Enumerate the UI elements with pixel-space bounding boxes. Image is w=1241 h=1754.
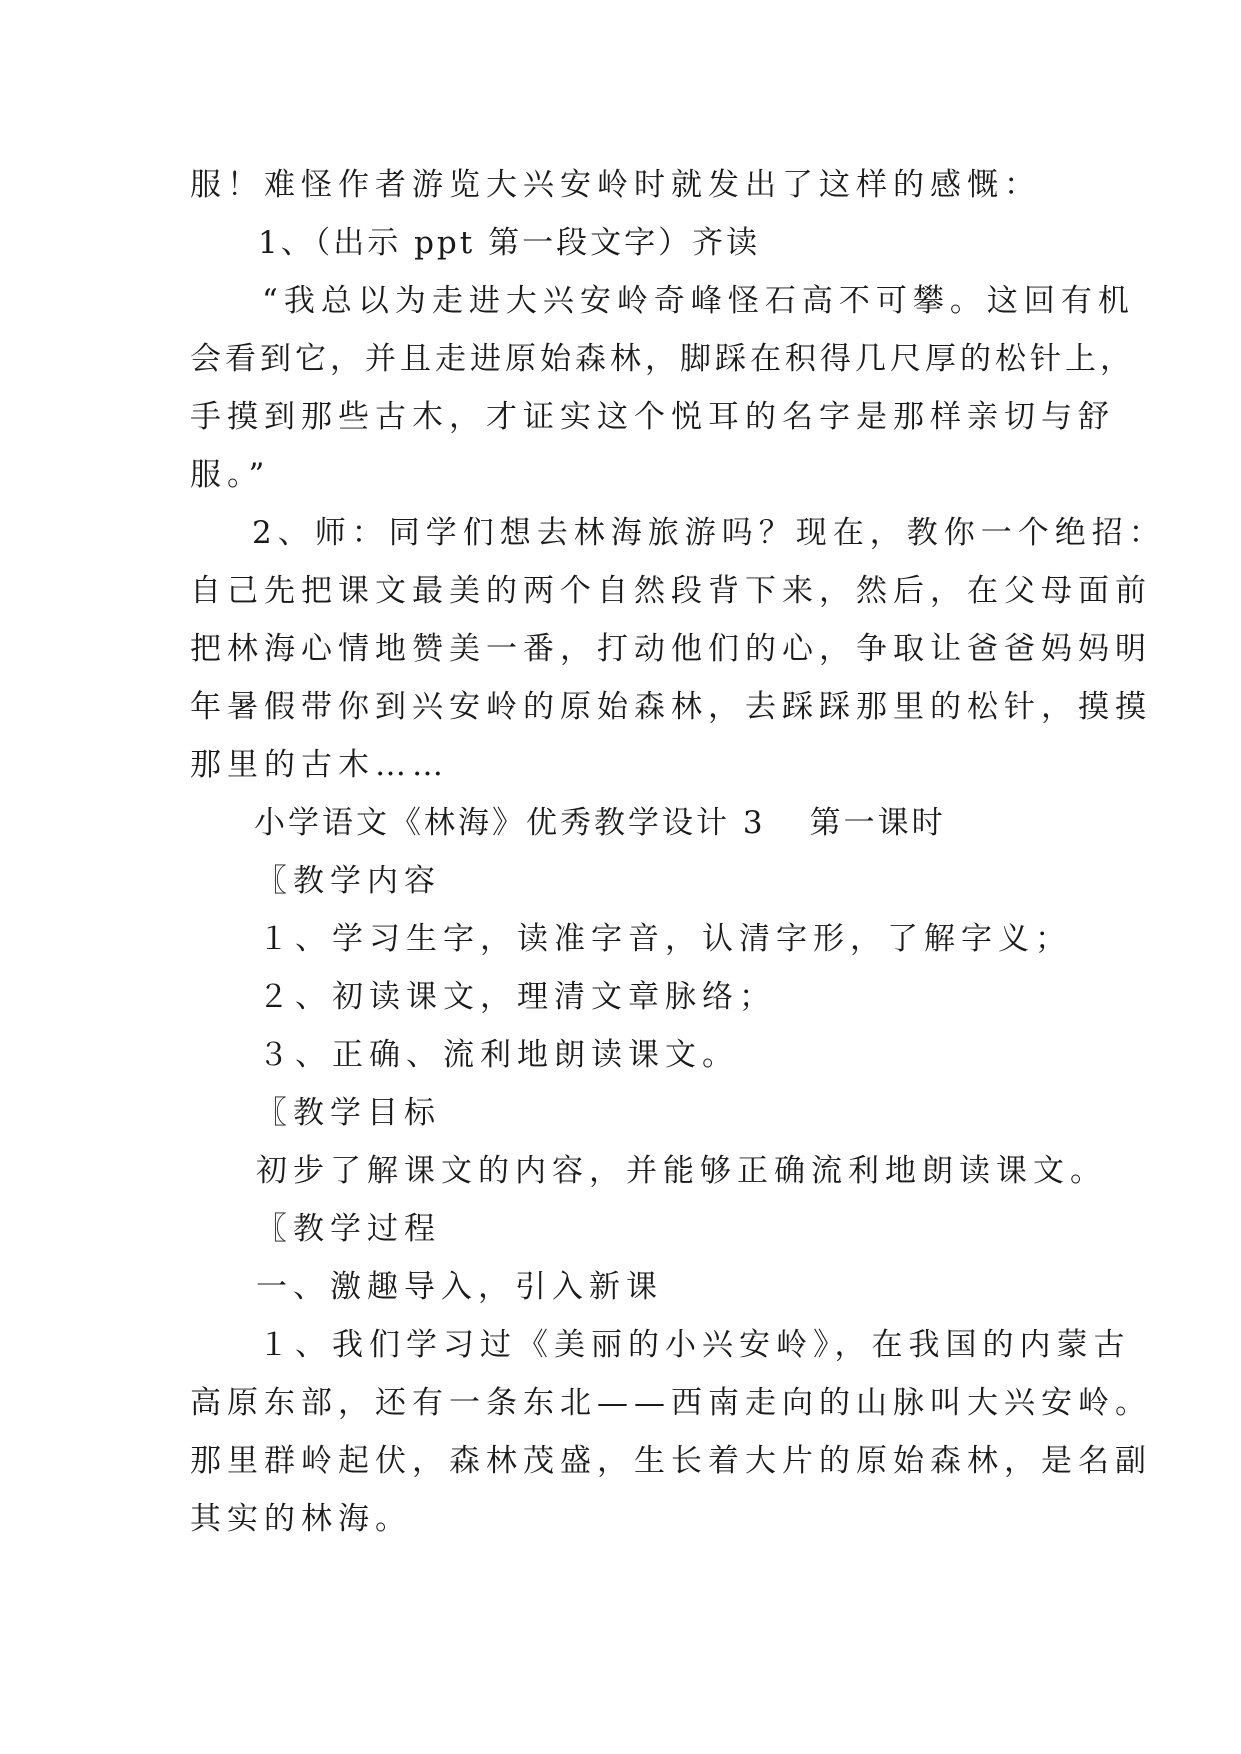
paragraph-line: 那里的古木…… bbox=[190, 747, 449, 783]
paragraph-line: 把林海心情地赞美一番，打动他们的心，争取让爸爸妈妈明 bbox=[190, 631, 1152, 667]
goal-text: 初步了解课文的内容，并能够正确流利地朗读课文。 bbox=[256, 1153, 1107, 1189]
quote-line: “我总以为走进大兴安岭奇峰怪石高不可攀。这回有机 bbox=[262, 283, 1135, 319]
paragraph-line: 其实的林海。 bbox=[190, 1501, 412, 1537]
quote-line: 会看到它，并且走进原始森林，脚踩在积得几尺厚的松针上， bbox=[190, 341, 1135, 377]
quote-line: 服。” bbox=[190, 457, 271, 493]
paragraph-line: 年暑假带你到兴安岭的原始森林，去踩踩那里的松针，摸摸 bbox=[190, 689, 1152, 725]
content-item: ３、正确、流利地朗读课文。 bbox=[258, 1037, 739, 1073]
paragraph-line: １、我们学习过《美丽的小兴安岭》，在我国的内蒙古 bbox=[258, 1327, 1131, 1363]
paragraph-line: 那里群岭起伏，森林茂盛，生长着大片的原始森林，是名副 bbox=[190, 1443, 1152, 1479]
paragraph-line: 高原东部，还有一条东北——西南走向的山脉叫大兴安岭。 bbox=[190, 1385, 1152, 1421]
design-title: 小学语文《林海》优秀教学设计 3 bbox=[254, 805, 766, 841]
content-item: ２、初读课文，理清文章脉络； bbox=[258, 979, 776, 1015]
teaching-goal-heading: 〖教学目标 bbox=[256, 1095, 441, 1131]
teaching-content-heading: 〖教学内容 bbox=[256, 863, 441, 899]
teaching-process-heading: 〖教学过程 bbox=[256, 1211, 441, 1247]
content-item: １、学习生字，读准字音，认清字形，了解字义； bbox=[258, 921, 1072, 957]
quote-line: 手摸到那些古木，才证实这个悦耳的名字是那样亲切与舒 bbox=[190, 399, 1115, 435]
section-heading bbox=[254, 803, 946, 843]
lesson-period: 第一课时 bbox=[809, 805, 946, 841]
numbered-step-line: 1、（出示 ppt 第一段文字）齐读 bbox=[258, 225, 761, 261]
process-step-heading: 一、激趣导入，引入新课 bbox=[256, 1269, 663, 1305]
paragraph-line: 服！难怪作者游览大兴安岭时就发出了这样的感慨： bbox=[190, 167, 1041, 203]
numbered-step-line: 2、师：同学们想去林海旅游吗？现在，教你一个绝招： bbox=[252, 515, 1166, 551]
paragraph-line: 自己先把课文最美的两个自然段背下来，然后，在父母面前 bbox=[190, 573, 1152, 609]
